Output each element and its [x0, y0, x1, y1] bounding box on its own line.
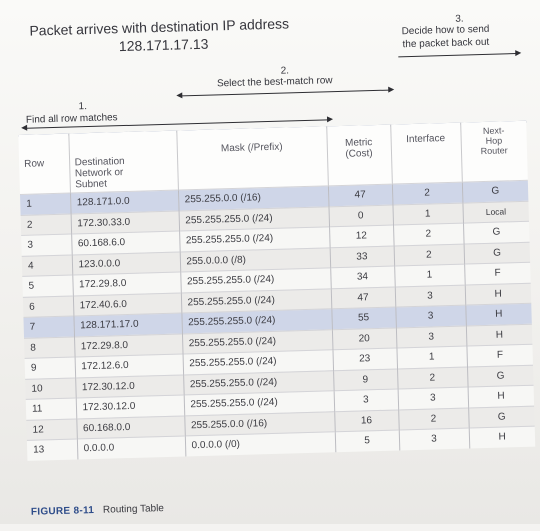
- figure-caption: [31, 503, 164, 518]
- cell-mask: 255.255.255.0 (/24): [179, 227, 330, 252]
- cell-destination: 60.168.0.0: [76, 415, 185, 439]
- cell-metric: 9: [333, 368, 398, 390]
- cell-row-number: 12: [26, 418, 77, 440]
- cell-metric: 5: [335, 430, 400, 452]
- cell-mask: 255.255.0.0 (/16): [178, 186, 329, 211]
- cell-metric: 16: [334, 409, 399, 431]
- cell-metric: 20: [332, 328, 397, 350]
- cell-mask: 255.255.0.0 (/16): [184, 411, 335, 436]
- cell-mask: 255.255.255.0 (/24): [183, 370, 334, 395]
- col-header-next-hop: Next- Hop Router: [460, 121, 528, 182]
- step1-number: 1.: [78, 101, 88, 113]
- cell-row-number: 4: [22, 255, 73, 277]
- cell-next-hop: F: [464, 262, 531, 284]
- cell-metric: 0: [328, 205, 393, 227]
- cell-destination: 172.30.12.0: [76, 395, 185, 419]
- cell-interface: 3: [395, 285, 466, 307]
- cell-destination: 172.40.6.0: [73, 293, 182, 317]
- cell-destination: 128.171.0.0: [70, 190, 179, 214]
- cell-mask: 255.255.255.0 (/24): [181, 288, 332, 313]
- cell-row-number: 5: [22, 275, 73, 297]
- cell-next-hop: Local: [462, 201, 529, 223]
- cell-mask: 255.255.255.0 (/24): [182, 329, 333, 354]
- cell-destination: 0.0.0.0: [77, 436, 186, 459]
- step3-text-line2: the packet back out: [402, 36, 490, 51]
- cell-row-number: 3: [21, 234, 72, 256]
- cell-metric: 33: [330, 246, 395, 268]
- cell-metric: 23: [332, 348, 397, 370]
- col-header-metric: Metric (Cost): [326, 125, 392, 186]
- cell-row-number: 1: [20, 193, 71, 215]
- cell-destination: 172.29.8.0: [74, 333, 183, 357]
- cell-row-number: 10: [25, 377, 76, 399]
- cell-next-hop: G: [462, 180, 529, 202]
- cell-next-hop: H: [469, 426, 536, 448]
- cell-interface: 2: [394, 244, 465, 266]
- cell-next-hop: H: [468, 385, 535, 407]
- cell-interface: 3: [398, 387, 469, 409]
- cell-next-hop: F: [466, 344, 533, 366]
- cell-metric: 55: [331, 307, 396, 329]
- cell-interface: 1: [394, 264, 465, 286]
- cell-interface: 1: [396, 346, 467, 368]
- cell-destination: 60.168.6.0: [71, 231, 180, 255]
- figure-title: Routing Table: [102, 503, 165, 516]
- cell-destination: 172.29.8.0: [72, 272, 181, 296]
- step3-text-line1: Decide how to send: [401, 23, 490, 38]
- cell-mask: 255.255.255.0 (/24): [184, 391, 335, 416]
- step2-number: 2.: [280, 65, 290, 77]
- cell-row-number: 13: [27, 439, 78, 460]
- cell-next-hop: H: [465, 303, 532, 325]
- cell-next-hop: G: [463, 221, 530, 243]
- cell-mask: 0.0.0.0 (/0): [185, 432, 335, 456]
- cell-mask: 255.0.0.0 (/8): [180, 247, 331, 272]
- cell-mask: 255.255.255.0 (/24): [183, 350, 334, 375]
- step3-arrow-icon: [398, 53, 516, 57]
- col-header-row: Row: [18, 134, 70, 195]
- step3-text: [401, 23, 490, 51]
- routing-table: [18, 121, 535, 461]
- col-header-destination: Destination Network or Subnet: [68, 131, 178, 193]
- cell-metric: 12: [329, 225, 394, 247]
- cell-row-number: 11: [26, 398, 77, 420]
- cell-row-number: 7: [23, 316, 74, 338]
- cell-metric: 34: [330, 266, 395, 288]
- cell-next-hop: G: [467, 365, 534, 387]
- cell-next-hop: G: [468, 406, 535, 428]
- step2-arrow-icon: [181, 90, 389, 97]
- cell-destination: 172.30.33.0: [71, 211, 180, 235]
- step1-text: Find all row matches: [25, 112, 118, 126]
- cell-destination: 172.30.12.0: [75, 374, 184, 398]
- cell-interface: 3: [395, 305, 466, 327]
- cell-interface: 3: [396, 326, 467, 348]
- cell-metric: 47: [331, 287, 396, 309]
- routing-table-body: [20, 180, 535, 460]
- cell-metric: 47: [328, 184, 393, 206]
- cell-interface: 2: [397, 367, 468, 389]
- cell-destination: 172.12.6.0: [75, 354, 184, 378]
- cell-interface: 2: [398, 408, 469, 430]
- figure-label: FIGURE 8-11: [30, 505, 95, 518]
- cell-destination: 128.171.17.0: [73, 313, 182, 337]
- cell-metric: 3: [334, 389, 399, 411]
- cell-row-number: 2: [21, 214, 72, 236]
- cell-interface: 3: [399, 428, 470, 450]
- heading-line-1: Packet arrives with destination IP address: [29, 15, 290, 39]
- col-header-mask: Mask (/Prefix): [176, 126, 328, 190]
- cell-interface: 1: [392, 203, 463, 225]
- cell-next-hop: H: [465, 283, 532, 305]
- cell-row-number: 8: [24, 337, 75, 359]
- heading-line-2: 128.171.17.13: [118, 35, 209, 55]
- cell-destination: 123.0.0.0: [72, 252, 181, 276]
- cell-interface: 2: [393, 223, 464, 245]
- cell-next-hop: H: [466, 324, 533, 346]
- cell-row-number: 9: [25, 357, 76, 379]
- cell-mask: 255.255.255.0 (/24): [180, 268, 331, 293]
- cell-mask: 255.255.255.0 (/24): [179, 206, 330, 231]
- step3-number: 3.: [455, 13, 464, 25]
- cell-interface: 2: [392, 182, 463, 204]
- cell-row-number: 6: [23, 296, 74, 318]
- cell-mask: 255.255.255.0 (/24): [181, 309, 332, 334]
- col-header-interface: Interface: [390, 123, 462, 184]
- step2-text: Select the best-match row: [216, 75, 333, 90]
- cell-next-hop: G: [464, 242, 531, 264]
